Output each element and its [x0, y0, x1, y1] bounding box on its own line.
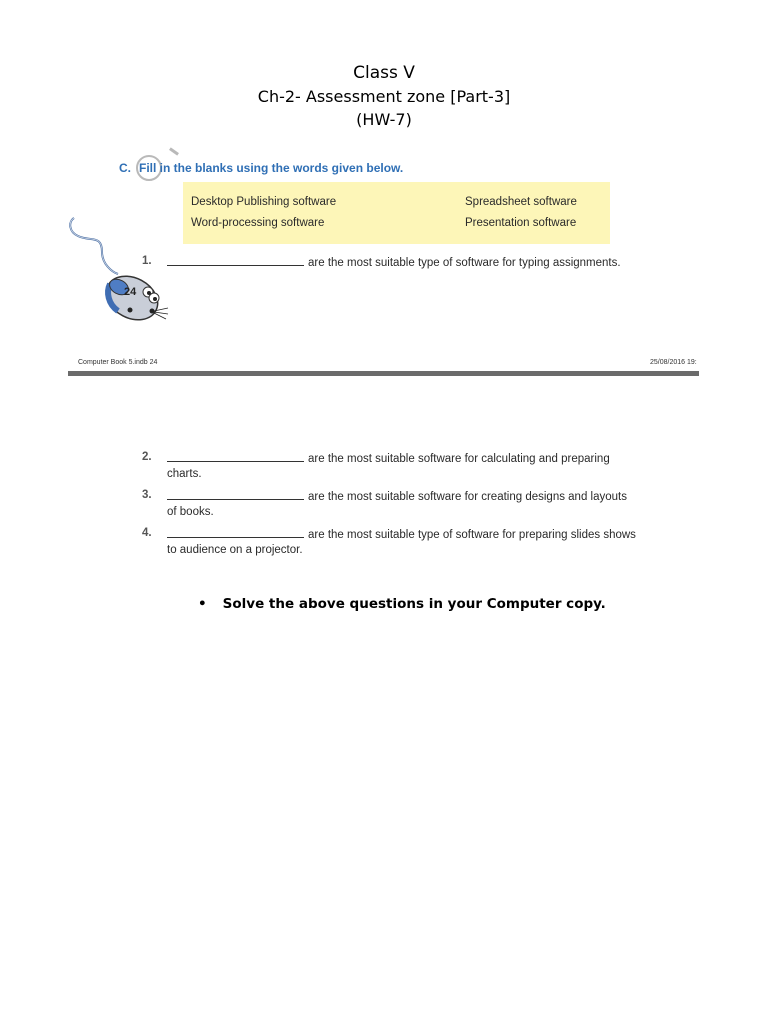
answer-blank — [167, 489, 304, 500]
word-bank-item: Desktop Publishing software — [191, 196, 337, 208]
question-number: 4. — [142, 527, 152, 539]
question-number: 2. — [142, 451, 152, 463]
question-continuation: charts. — [167, 468, 202, 480]
mouse-mascot-icon — [66, 212, 176, 327]
footer-file-label: Computer Book 5.indb 24 — [78, 359, 158, 366]
page-title: Class V — [353, 63, 415, 83]
question-text: are the most suitable type of software for typing assignments. — [308, 257, 621, 269]
question-text: are the most suitable software for calculating and preparing — [308, 453, 610, 465]
word-bank-item: Spreadsheet software — [465, 196, 577, 208]
section-heading — [119, 161, 403, 175]
page-divider — [68, 371, 699, 376]
word-bank-item: Word-processing software — [191, 217, 325, 229]
question-text: are the most suitable type of software for preparing slides shows — [308, 529, 636, 541]
word-bank — [183, 182, 610, 244]
page-number: 24 — [124, 286, 137, 298]
question-text: are the most suitable software for creating designs and layouts — [308, 491, 627, 503]
tick-mark-icon — [169, 147, 179, 155]
question-number: 1. — [142, 255, 152, 267]
bullet-icon: • — [198, 596, 207, 612]
instruction-bullet — [198, 596, 606, 612]
section-letter: C. — [119, 161, 131, 175]
answer-blank — [167, 451, 304, 462]
bullet-text: Solve the above questions in your Computer copy. — [222, 596, 606, 612]
homework-label: (HW-7) — [356, 110, 412, 129]
section-instruction: Fill in the blanks using the words given below. — [139, 161, 404, 175]
answer-blank — [167, 255, 304, 266]
question-continuation: to audience on a projector. — [167, 544, 303, 556]
footer-date: 25/08/2016 19: — [650, 359, 697, 366]
question-number: 3. — [142, 489, 152, 501]
word-bank-item: Presentation software — [465, 217, 577, 229]
chapter-title: Ch-2- Assessment zone [Part-3] — [257, 87, 511, 106]
answer-blank — [167, 527, 304, 538]
question-continuation: of books. — [167, 506, 214, 518]
